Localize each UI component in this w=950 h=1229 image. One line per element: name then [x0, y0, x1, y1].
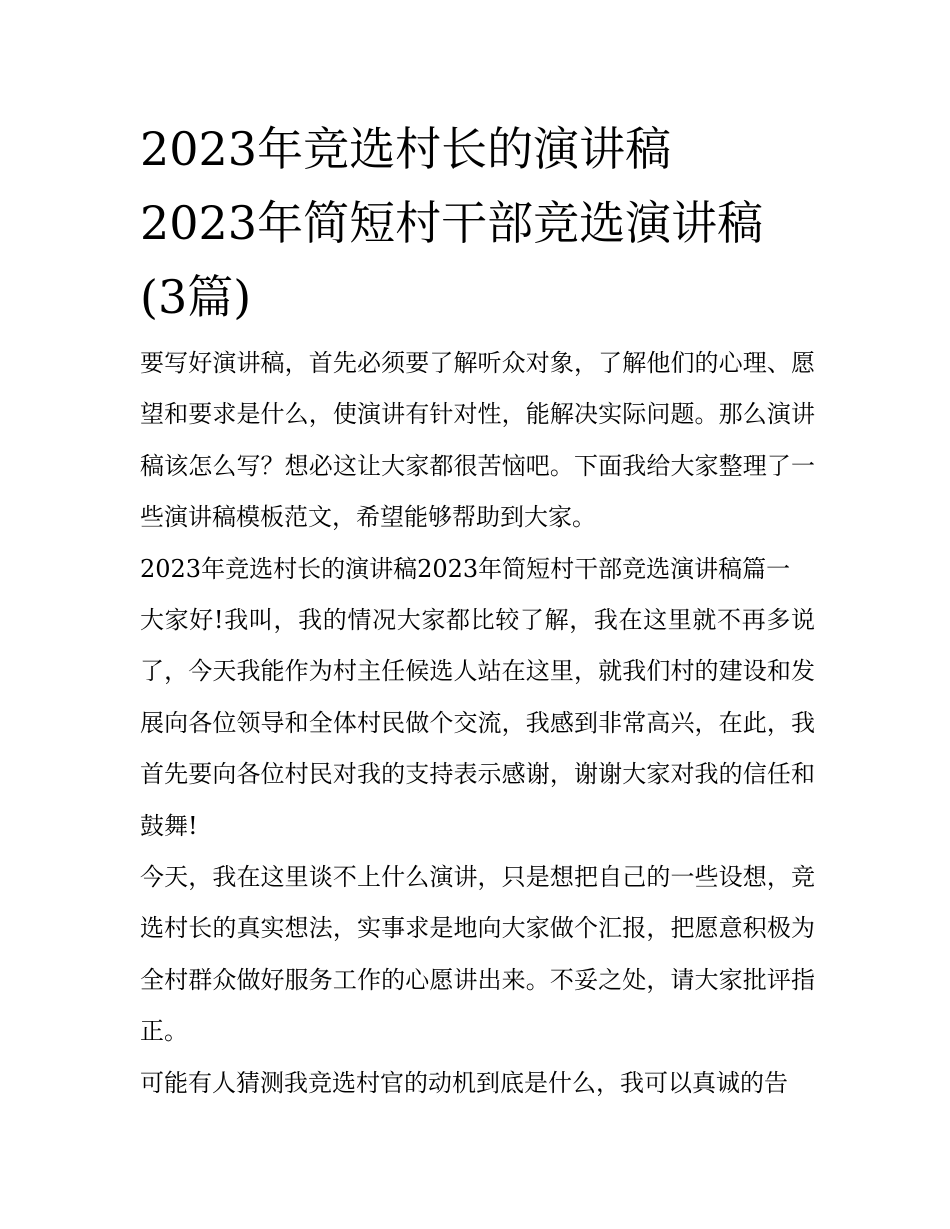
document-title: [140, 112, 815, 334]
title-line-1: 2023年竞选村长的演讲稿: [140, 122, 672, 176]
document-body: [140, 338, 815, 1109]
body-paragraph-1: 大家好!我叫，我的情况大家都比较了解，我在这里就不再多说了，今天我能作为村主任候选人站在这里，就我们村的建设和发展向各位领导和全体村民做个交流，我感到非常高兴，在此，我首先要向各位村民对我的支持表示感谢，谢谢大家对我的信任和鼓舞!: [140, 606, 815, 840]
body-paragraph-2: 今天，我在这里谈不上什么演讲，只是想把自己的一些设想，竞选村长的真实想法，实事求是地向大家做个汇报，把愿意积极为全村群众做好服务工作的心愿讲出来。不妥之处，请大家批评指正。: [140, 863, 815, 1046]
title-line-3: (3篇): [140, 270, 252, 324]
section-heading: 2023年竞选村长的演讲稿2023年简短村干部竞选演讲稿篇一: [140, 554, 791, 583]
title-line-2: 2023年简短村干部竞选演讲稿: [140, 196, 764, 250]
intro-paragraph: 要写好演讲稿，首先必须要了解听众对象，了解他们的心理、愿望和要求是什么，使演讲有针对性，能解决实际问题。那么演讲稿该怎么写？想必这让大家都很苦恼吧。下面我给大家整理了一些演讲稿模板范文，希望能够帮助到大家。: [140, 349, 815, 532]
document-page: [140, 112, 815, 1109]
body-paragraph-3: 可能有人猜测我竞选村官的动机到底是什么，我可以真诚的告: [140, 1068, 788, 1097]
